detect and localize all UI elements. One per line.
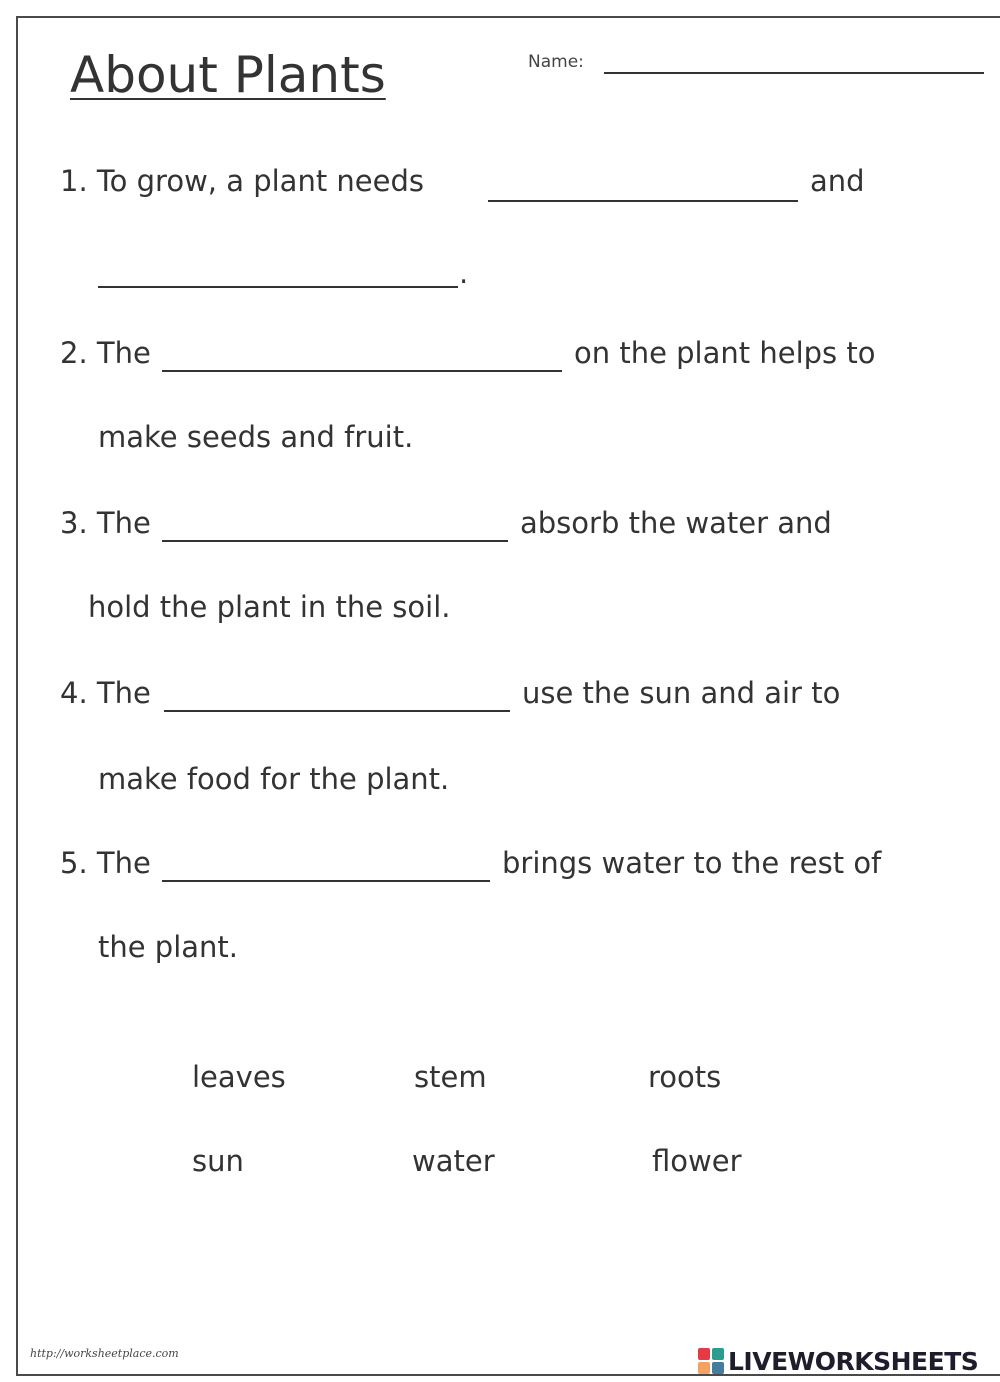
question-2-text-end: on the plant helps to [574, 336, 876, 370]
worksheet-title: About Plants [70, 46, 386, 104]
question-4-continuation: make food for the plant. [98, 762, 450, 796]
question-3-text: 3. The [60, 506, 151, 540]
word-bank-stem: stem [414, 1060, 487, 1094]
liveworksheets-brand [696, 1344, 978, 1378]
liveworksheets-wordmark: LIVEWORKSHEETS [728, 1346, 979, 1376]
question-1-text-end: and [810, 164, 865, 198]
question-1-period: . [459, 256, 469, 290]
question-1-blank-2[interactable] [98, 286, 458, 288]
name-blank[interactable] [604, 72, 984, 74]
question-5-text-end: brings water to the rest of [502, 846, 882, 880]
question-5-continuation: the plant. [98, 930, 239, 964]
question-5-text: 5. The [60, 846, 151, 880]
question-2-text: 2. The [60, 336, 151, 370]
question-1-blank-1[interactable] [488, 200, 798, 202]
question-5-blank[interactable] [162, 880, 490, 882]
question-2-blank[interactable] [162, 370, 562, 372]
word-bank-sun: sun [192, 1144, 244, 1178]
question-1-text: 1. To grow, a plant needs [60, 164, 425, 198]
word-bank-leaves: leaves [192, 1060, 286, 1094]
name-label: Name: [528, 52, 584, 72]
question-4-text: 4. The [60, 676, 151, 710]
question-4-text-end: use the sun and air to [522, 676, 841, 710]
question-2-continuation: make seeds and fruit. [98, 420, 414, 454]
question-3-blank[interactable] [162, 540, 508, 542]
worksheet-border [16, 16, 1000, 1376]
word-bank-flower: flower [652, 1144, 742, 1178]
question-3-continuation: hold the plant in the soil. [88, 590, 451, 624]
question-4-blank[interactable] [164, 710, 510, 712]
source-url: http://worksheetplace.com [30, 1347, 179, 1360]
word-bank-roots: roots [648, 1060, 722, 1094]
liveworksheets-logo-icon [696, 1346, 726, 1376]
word-bank-water: water [412, 1144, 495, 1178]
question-3-text-end: absorb the water and [520, 506, 832, 540]
